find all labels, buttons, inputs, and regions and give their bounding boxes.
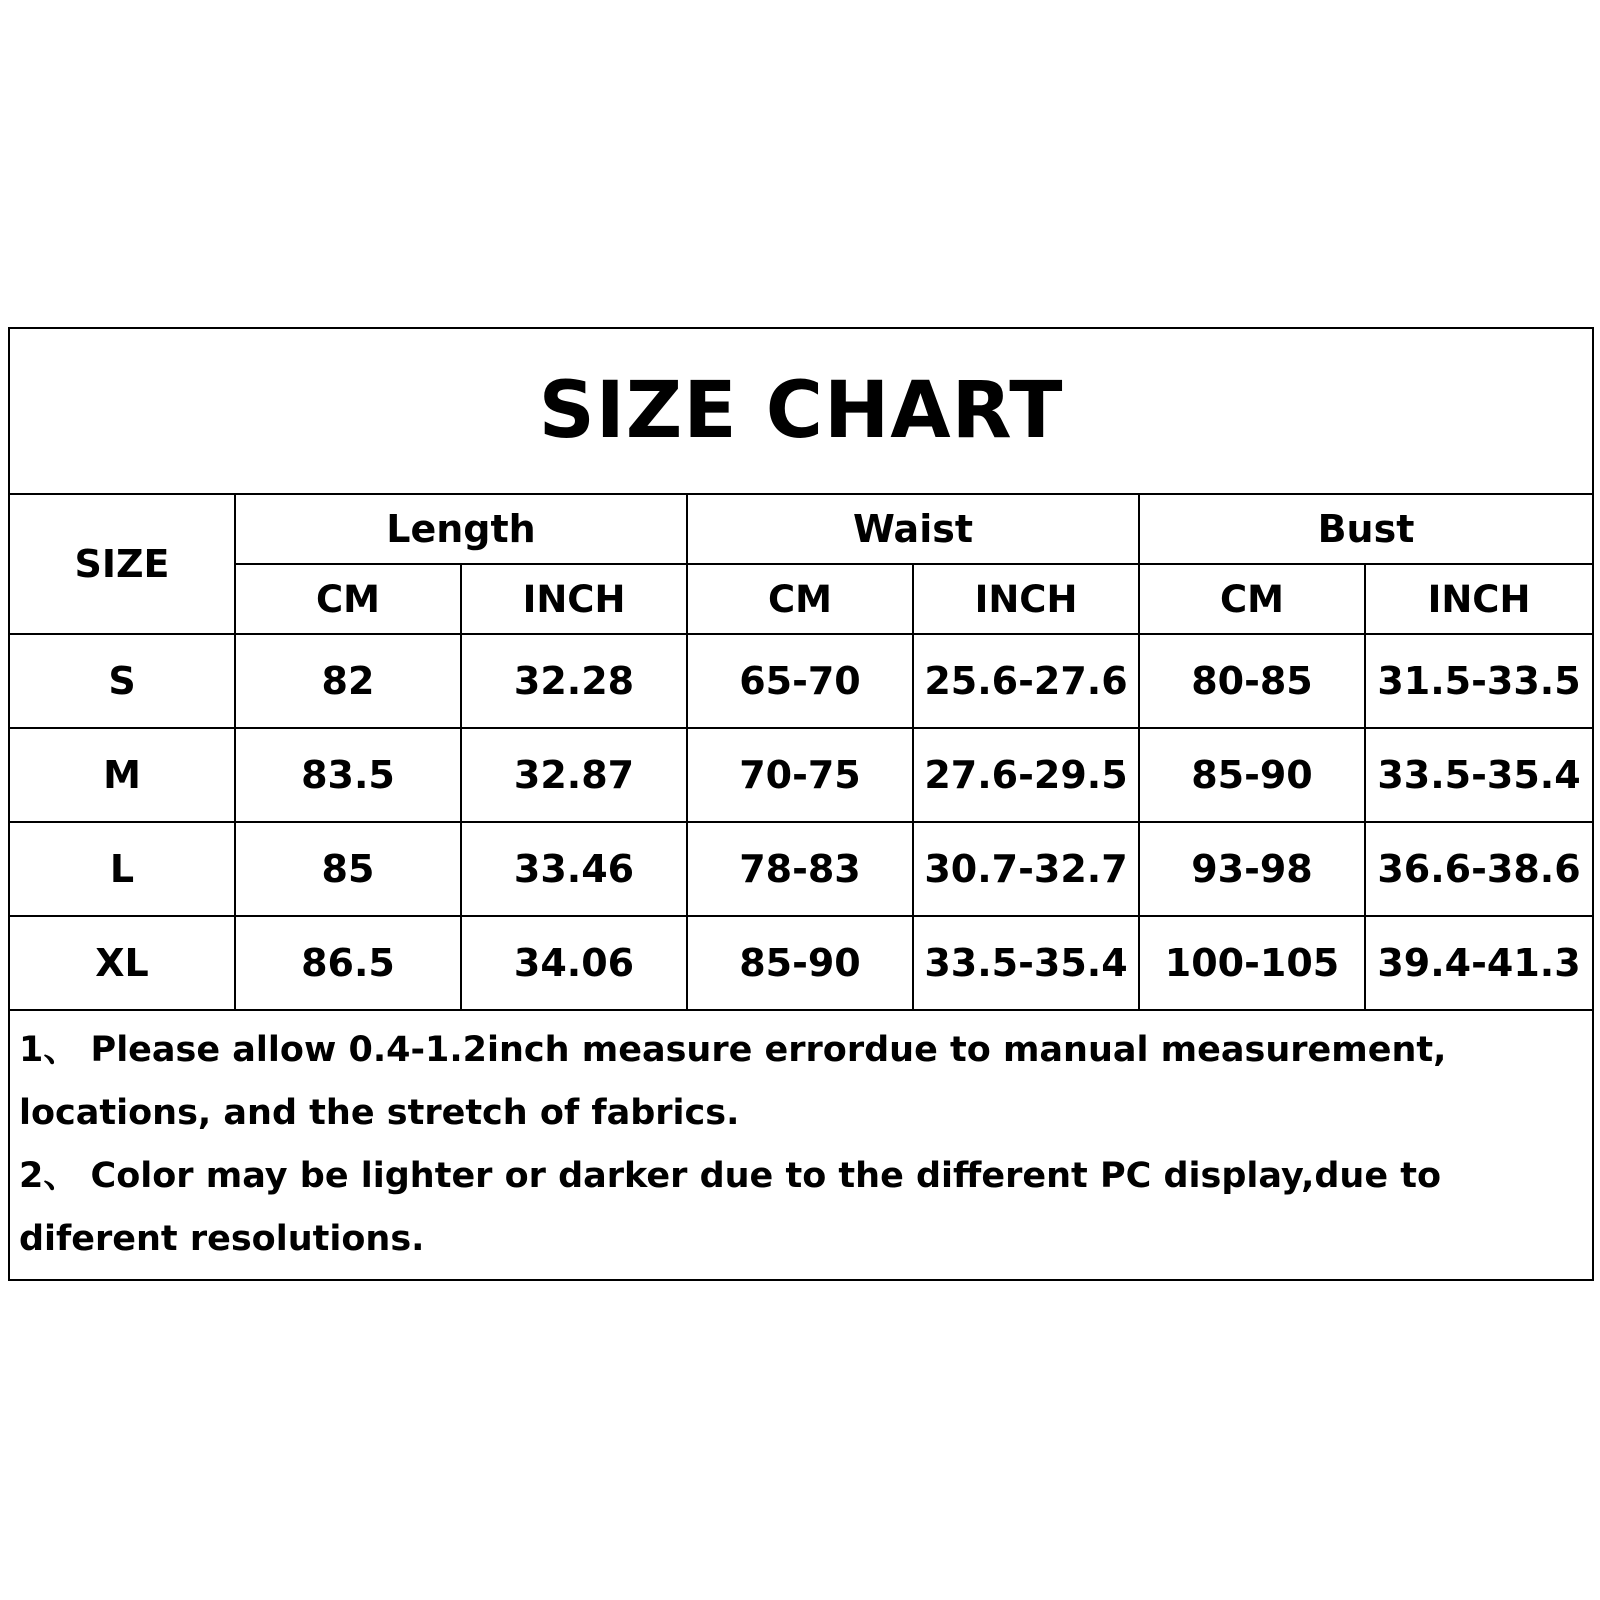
- waist-cm-cell: 70-75: [687, 728, 913, 822]
- group-header-length: Length: [235, 494, 687, 564]
- group-header-row: [9, 494, 1593, 564]
- unit-header-bust-cm: CM: [1139, 564, 1365, 634]
- length-inch-cell: 33.46: [461, 822, 687, 916]
- unit-header-waist-cm: CM: [687, 564, 913, 634]
- table-row: [9, 916, 1593, 1010]
- bust-inch-cell: 31.5-33.5: [1365, 634, 1593, 728]
- length-inch-cell: 34.06: [461, 916, 687, 1010]
- length-cm-cell: 83.5: [235, 728, 461, 822]
- length-cm-cell: 85: [235, 822, 461, 916]
- note-2: 2、 Color may be lighter or darker due to the different PC display,due to diferent resolutions.: [19, 1156, 1442, 1259]
- bust-cm-cell: 100-105: [1139, 916, 1365, 1010]
- waist-inch-cell: 33.5-35.4: [913, 916, 1139, 1010]
- bust-cm-cell: 85-90: [1139, 728, 1365, 822]
- title-row: [9, 328, 1593, 494]
- size-column-header: SIZE: [9, 494, 235, 634]
- waist-cm-cell: 65-70: [687, 634, 913, 728]
- length-inch-cell: 32.87: [461, 728, 687, 822]
- bust-cm-cell: 80-85: [1139, 634, 1365, 728]
- table-row: [9, 822, 1593, 916]
- table-row: [9, 634, 1593, 728]
- unit-header-bust-inch: INCH: [1365, 564, 1593, 634]
- group-header-bust: Bust: [1139, 494, 1593, 564]
- unit-header-waist-inch: INCH: [913, 564, 1139, 634]
- size-cell: S: [9, 634, 235, 728]
- bust-inch-cell: 33.5-35.4: [1365, 728, 1593, 822]
- waist-cm-cell: 78-83: [687, 822, 913, 916]
- length-cm-cell: 82: [235, 634, 461, 728]
- size-cell: M: [9, 728, 235, 822]
- table-row: [9, 728, 1593, 822]
- unit-header-row: [9, 564, 1593, 634]
- chart-title: SIZE CHART: [9, 328, 1593, 494]
- size-cell: XL: [9, 916, 235, 1010]
- length-cm-cell: 86.5: [235, 916, 461, 1010]
- notes-cell: [9, 1010, 1593, 1280]
- bust-inch-cell: 36.6-38.6: [1365, 822, 1593, 916]
- note-1: 1、 Please allow 0.4-1.2inch measure errordue to manual measurement, locations, and the stretch of fabrics.: [19, 1030, 1447, 1133]
- waist-inch-cell: 30.7-32.7: [913, 822, 1139, 916]
- notes-row: [9, 1010, 1593, 1280]
- waist-inch-cell: 25.6-27.6: [913, 634, 1139, 728]
- waist-cm-cell: 85-90: [687, 916, 913, 1010]
- length-inch-cell: 32.28: [461, 634, 687, 728]
- unit-header-length-cm: CM: [235, 564, 461, 634]
- bust-inch-cell: 39.4-41.3: [1365, 916, 1593, 1010]
- unit-header-length-inch: INCH: [461, 564, 687, 634]
- group-header-waist: Waist: [687, 494, 1139, 564]
- size-chart-table: [8, 327, 1594, 1281]
- bust-cm-cell: 93-98: [1139, 822, 1365, 916]
- size-cell: L: [9, 822, 235, 916]
- waist-inch-cell: 27.6-29.5: [913, 728, 1139, 822]
